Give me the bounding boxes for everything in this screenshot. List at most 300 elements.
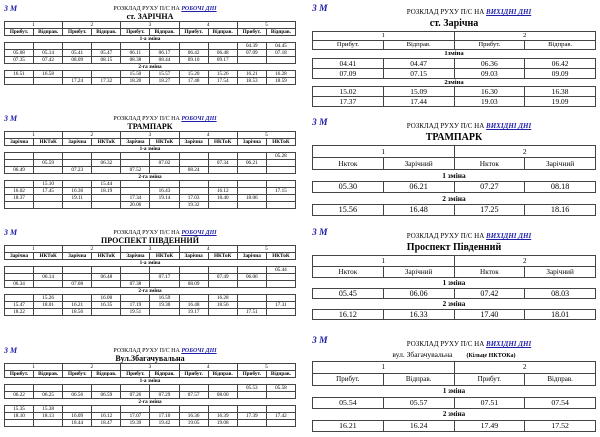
time-cell (179, 274, 208, 281)
time-cell: 07.54 (525, 397, 596, 409)
schedule-card-right-3 (312, 336, 596, 432)
time-cell: 05.58 (266, 385, 295, 392)
trip-number: 2 (454, 32, 596, 41)
stop-name-row (4, 122, 296, 131)
time-cell: 18.59 (266, 78, 295, 85)
timetable (4, 21, 296, 85)
time-cell: 17.49 (454, 420, 525, 432)
time-cell (237, 153, 266, 160)
time-cell: 17.42 (266, 413, 295, 420)
table-row (5, 295, 296, 302)
table-row (313, 309, 596, 320)
time-cell (92, 385, 121, 392)
trip-number-row (313, 32, 596, 41)
timetable (4, 131, 296, 209)
time-cell (121, 43, 150, 50)
time-cell (237, 392, 266, 399)
timetable (4, 245, 296, 316)
time-cell: 15.10 (34, 181, 63, 188)
time-cell (63, 181, 92, 188)
time-cell: 19.03 (454, 97, 525, 107)
schedule-card-right-0 (312, 4, 596, 107)
trip-number-row (313, 362, 596, 374)
trip-number-row (5, 364, 296, 371)
time-cell (92, 71, 121, 78)
time-cell: 18.20 (121, 78, 150, 85)
shift-label: 1 зміна (313, 170, 596, 182)
time-cell: 18.19 (92, 188, 121, 195)
schedule-header (312, 336, 596, 348)
column-header: Прибут. (313, 373, 384, 386)
time-cell (266, 160, 295, 167)
column-header: Зарічна (121, 253, 150, 260)
time-cell (92, 153, 121, 160)
time-cell: 15.57 (150, 71, 179, 78)
time-cell (179, 188, 208, 195)
shift-row (313, 50, 596, 59)
time-cell: 17.54 (208, 78, 237, 85)
time-cell: 18.06 (237, 195, 266, 202)
table-row (5, 385, 296, 392)
trip-number: 1 (313, 146, 455, 158)
time-cell (63, 274, 92, 281)
time-cell (121, 181, 150, 188)
time-cell: 19.08 (208, 420, 237, 427)
column-header: Прибут. (5, 371, 34, 378)
time-cell (63, 406, 92, 413)
shift-label: 2 зміна (313, 299, 596, 310)
time-cell: 07.27 (454, 181, 525, 193)
column-header-row (5, 139, 296, 146)
time-cell (34, 195, 63, 202)
time-cell (266, 295, 295, 302)
time-cell: 07.34 (208, 160, 237, 167)
time-cell (150, 385, 179, 392)
column-header: Зарічний (383, 157, 454, 170)
time-cell: 06.34 (5, 281, 34, 288)
time-cell: 17.03 (179, 195, 208, 202)
shift-row (313, 386, 596, 398)
trip-number: 3 (121, 246, 179, 253)
time-cell (34, 78, 63, 85)
time-cell: 06.59 (92, 392, 121, 399)
time-cell: 17.07 (121, 413, 150, 420)
time-cell (237, 302, 266, 309)
time-cell (92, 406, 121, 413)
time-cell (266, 392, 295, 399)
time-cell: 18.01 (525, 309, 596, 320)
time-cell (34, 167, 63, 174)
stop-name-row (4, 236, 296, 245)
trip-number: 1 (313, 32, 455, 41)
time-cell: 19.39 (121, 420, 150, 427)
time-cell (121, 188, 150, 195)
day-type-label: ВИХІДНІ ДНІ (486, 232, 532, 240)
column-header: Зарічний (383, 266, 454, 278)
time-cell (92, 309, 121, 316)
stop-name: ст. ЗАРІЧНА (126, 12, 174, 21)
column-header: НКТоК (208, 139, 237, 146)
column-header: Відправ. (92, 29, 121, 36)
column-header: Зарічна (5, 253, 34, 260)
column-header: НКТоК (150, 139, 179, 146)
time-cell: 07.38 (121, 281, 150, 288)
time-cell: 05.45 (313, 288, 384, 299)
time-cell (5, 78, 34, 85)
time-cell (34, 420, 63, 427)
time-cell: 15.50 (121, 71, 150, 78)
time-cell (121, 385, 150, 392)
schedule-card-left-3 (4, 346, 296, 427)
column-header: Відправ. (92, 371, 121, 378)
table-row (5, 267, 296, 274)
time-cell (150, 181, 179, 188)
table-row (5, 71, 296, 78)
shift-label: 1зміна (313, 50, 596, 59)
schedule-header (312, 118, 596, 130)
column-header: Прибут. (179, 29, 208, 36)
trip-number-row (313, 256, 596, 267)
time-cell: 15.44 (92, 181, 121, 188)
time-cell (179, 160, 208, 167)
shift-row (5, 288, 296, 295)
column-header: НКТоК (34, 253, 63, 260)
time-cell (92, 195, 121, 202)
trip-number: 3 (121, 364, 179, 371)
table-row (5, 392, 296, 399)
route-label: 3 М (312, 228, 328, 238)
time-cell: 16.33 (383, 309, 454, 320)
header-prefix: РОЗКЛАД РУХУ П/С НА (406, 122, 485, 130)
stop-name-row (312, 242, 596, 253)
route-label: 3 М (4, 346, 18, 355)
route-label: 3 М (4, 114, 18, 123)
time-cell: 19.51 (121, 309, 150, 316)
route-label: 3 М (312, 4, 328, 14)
time-cell: 08.44 (150, 57, 179, 64)
time-cell (266, 181, 295, 188)
time-cell: 09.03 (454, 68, 525, 78)
time-cell: 16.09 (63, 413, 92, 420)
time-cell: 06.32 (92, 160, 121, 167)
time-cell (208, 309, 237, 316)
time-cell (266, 406, 295, 413)
table-row (5, 160, 296, 167)
time-cell: 08.09 (179, 281, 208, 288)
day-type-label: РОБОЧІ ДНІ (181, 6, 217, 12)
column-header: Прибут. (121, 371, 150, 378)
stop-name-row (312, 18, 596, 29)
time-cell: 16.00 (92, 295, 121, 302)
time-cell (92, 167, 121, 174)
time-cell: 16.12 (92, 413, 121, 420)
schedule-header (4, 4, 296, 12)
time-cell (179, 153, 208, 160)
stop-name-row (4, 354, 296, 363)
time-cell: 06.42 (179, 50, 208, 57)
trip-number: 1 (313, 362, 455, 374)
column-header: НКТоК (92, 139, 121, 146)
column-header-row (5, 253, 296, 260)
column-header: Зарічна (5, 139, 34, 146)
shift-row (5, 174, 296, 181)
time-cell: 05.14 (34, 50, 63, 57)
trip-number: 5 (237, 132, 295, 139)
time-cell (179, 406, 208, 413)
trip-number: 4 (179, 364, 237, 371)
time-cell: 20.06 (121, 202, 150, 209)
time-cell: 16.02 (5, 188, 34, 195)
route-label: 3 М (4, 4, 18, 13)
time-cell (150, 153, 179, 160)
column-header-row (313, 373, 596, 386)
time-cell: 08.15 (92, 57, 121, 64)
time-cell: 16.21 (63, 302, 92, 309)
time-cell: 16.38 (525, 87, 596, 97)
time-cell: 07.17 (150, 274, 179, 281)
time-cell (150, 167, 179, 174)
time-cell: 05.08 (5, 50, 34, 57)
table-row (313, 420, 596, 432)
time-cell (237, 420, 266, 427)
column-header: Відправ. (383, 373, 454, 386)
day-type-label: РОБОЧІ ДНІ (181, 116, 217, 122)
column-header: Нкток (454, 157, 525, 170)
time-cell (237, 188, 266, 195)
shift-label: 2-га зміна (5, 399, 296, 406)
time-cell (63, 71, 92, 78)
time-cell (179, 43, 208, 50)
shift-label: 2 зміна (313, 193, 596, 205)
time-cell (34, 309, 63, 316)
column-header: Відправ. (208, 29, 237, 36)
trip-number: 5 (237, 364, 295, 371)
trip-number: 1 (5, 22, 63, 29)
time-cell (92, 43, 121, 50)
time-cell: 06.11 (121, 50, 150, 57)
table-row (5, 57, 296, 64)
trip-number-row (313, 146, 596, 158)
table-row (313, 68, 596, 78)
time-cell: 15.20 (179, 71, 208, 78)
time-cell (121, 406, 150, 413)
column-header: Прибут. (121, 29, 150, 36)
time-cell: 17.52 (525, 420, 596, 432)
table-row (5, 281, 296, 288)
column-header: Прибут. (63, 29, 92, 36)
time-cell: 16.30 (454, 87, 525, 97)
time-cell: 06.06 (383, 288, 454, 299)
time-cell: 06.48 (92, 274, 121, 281)
column-header: Зарічна (121, 139, 150, 146)
shift-row (313, 193, 596, 205)
time-cell (121, 153, 150, 160)
stop-name-row (312, 132, 596, 143)
time-cell (5, 181, 34, 188)
time-cell (121, 274, 150, 281)
timetable (312, 255, 596, 320)
trip-number-row (5, 246, 296, 253)
shift-row (5, 378, 296, 385)
time-cell (266, 274, 295, 281)
time-cell: 16.43 (150, 188, 179, 195)
time-cell (5, 295, 34, 302)
trip-number: 3 (121, 132, 179, 139)
time-cell: 17.51 (237, 309, 266, 316)
time-cell (92, 281, 121, 288)
day-type-label: РОБОЧІ ДНІ (181, 348, 217, 354)
time-cell (63, 267, 92, 274)
shift-label: 1-а зміна (5, 36, 296, 43)
time-cell (63, 153, 92, 160)
stop-name: ПРОСПЕКТ ПІВДЕННИЙ (101, 236, 199, 245)
timetable (312, 361, 596, 432)
time-cell (208, 281, 237, 288)
trip-number: 4 (179, 132, 237, 139)
time-cell: 16.21 (237, 71, 266, 78)
trip-number: 2 (63, 132, 121, 139)
shift-row (313, 299, 596, 310)
trip-number: 1 (313, 256, 455, 267)
timetable (312, 31, 596, 107)
time-cell (266, 167, 295, 174)
time-cell: 08.24 (179, 167, 208, 174)
schedule-card-left-0 (4, 4, 296, 85)
time-cell: 16.48 (179, 302, 208, 309)
table-row (313, 288, 596, 299)
table-row (5, 43, 296, 50)
header-prefix: РОЗКЛАД РУХУ П/С НА (406, 340, 485, 348)
time-cell: 07.42 (34, 57, 63, 64)
time-cell: 17.10 (150, 413, 179, 420)
column-header: Зарічний (525, 157, 596, 170)
column-header: Зарічна (179, 253, 208, 260)
time-cell (266, 420, 295, 427)
time-cell: 16.28 (266, 71, 295, 78)
stop-name: ТРАМПАРК (425, 132, 483, 143)
time-cell: 16.28 (208, 295, 237, 302)
time-cell: 16.36 (63, 188, 92, 195)
stop-name: вул. Збагачувальна (392, 350, 453, 359)
table-row (313, 397, 596, 409)
time-cell (150, 281, 179, 288)
time-cell: 07.08 (63, 281, 92, 288)
route-label: 3 М (4, 228, 18, 237)
shift-label: 1-а зміна (5, 378, 296, 385)
trip-number: 5 (237, 22, 295, 29)
column-header: Прибут. (454, 40, 525, 50)
time-cell: 05.59 (34, 160, 63, 167)
table-row (5, 181, 296, 188)
time-cell: 18.56 (208, 302, 237, 309)
table-row (5, 406, 296, 413)
time-cell: 05.28 (266, 153, 295, 160)
column-header: Нкток (313, 157, 384, 170)
day-type-label: ВИХІДНІ ДНІ (486, 122, 532, 130)
trip-number: 1 (5, 132, 63, 139)
time-cell (237, 57, 266, 64)
table-row (5, 78, 296, 85)
time-cell: 15.56 (313, 204, 384, 216)
shift-label: 1 зміна (313, 278, 596, 289)
time-cell (266, 202, 295, 209)
column-header: НКТоК (266, 139, 295, 146)
time-cell (179, 267, 208, 274)
time-cell (150, 406, 179, 413)
table-row (313, 204, 596, 216)
trip-number: 2 (63, 364, 121, 371)
time-cell: 04.47 (383, 58, 454, 68)
time-cell (208, 181, 237, 188)
time-cell (121, 295, 150, 302)
time-cell: 16.12 (208, 188, 237, 195)
trip-number: 2 (63, 22, 121, 29)
trip-number: 1 (5, 364, 63, 371)
time-cell: 06.36 (454, 58, 525, 68)
time-cell: 04.41 (313, 58, 384, 68)
time-cell: 15.26 (208, 71, 237, 78)
time-cell: 18.01 (34, 302, 63, 309)
day-type-label: ВИХІДНІ ДНІ (486, 8, 532, 16)
time-cell: 17.25 (454, 204, 525, 216)
time-cell: 18.44 (63, 420, 92, 427)
time-cell: 17.19 (121, 302, 150, 309)
time-cell (34, 281, 63, 288)
time-cell: 08.38 (121, 57, 150, 64)
trip-number: 3 (121, 22, 179, 29)
time-cell: 17.34 (121, 195, 150, 202)
time-cell: 15.26 (34, 295, 63, 302)
column-header: НКТоК (92, 253, 121, 260)
column-header: Відправ. (150, 29, 179, 36)
time-cell: 17.37 (313, 97, 384, 107)
time-cell: 15.35 (5, 406, 34, 413)
stop-name-row (312, 350, 596, 359)
shift-row (5, 64, 296, 71)
column-header: Відправ. (525, 40, 596, 50)
column-header: Зарічна (63, 253, 92, 260)
time-cell: 06.25 (34, 392, 63, 399)
shift-row (5, 399, 296, 406)
table-row (5, 202, 296, 209)
time-cell (237, 181, 266, 188)
time-cell (34, 153, 63, 160)
time-cell: 17.24 (63, 78, 92, 85)
time-cell: 16.36 (179, 413, 208, 420)
time-cell: 09.17 (208, 57, 237, 64)
column-header: Прибут. (237, 371, 266, 378)
shift-label: 2зміна (313, 78, 596, 87)
time-cell: 16.48 (383, 204, 454, 216)
schedule-header (312, 4, 596, 16)
time-cell: 06.21 (383, 181, 454, 193)
time-cell: 05.30 (313, 181, 384, 193)
time-cell: 07.09 (237, 50, 266, 57)
time-cell: 07.09 (313, 68, 384, 78)
time-cell: 17.44 (383, 97, 454, 107)
column-header: Нкток (313, 266, 384, 278)
trip-number: 5 (237, 246, 295, 253)
time-cell: 07.35 (5, 57, 34, 64)
trip-number: 2 (63, 246, 121, 253)
time-cell: 05.44 (266, 267, 295, 274)
trip-number: 1 (5, 246, 63, 253)
time-cell (5, 202, 34, 209)
time-cell (208, 385, 237, 392)
time-cell (34, 385, 63, 392)
header-prefix: РОЗКЛАД РУХУ П/С НА (113, 348, 180, 354)
time-cell (121, 160, 150, 167)
